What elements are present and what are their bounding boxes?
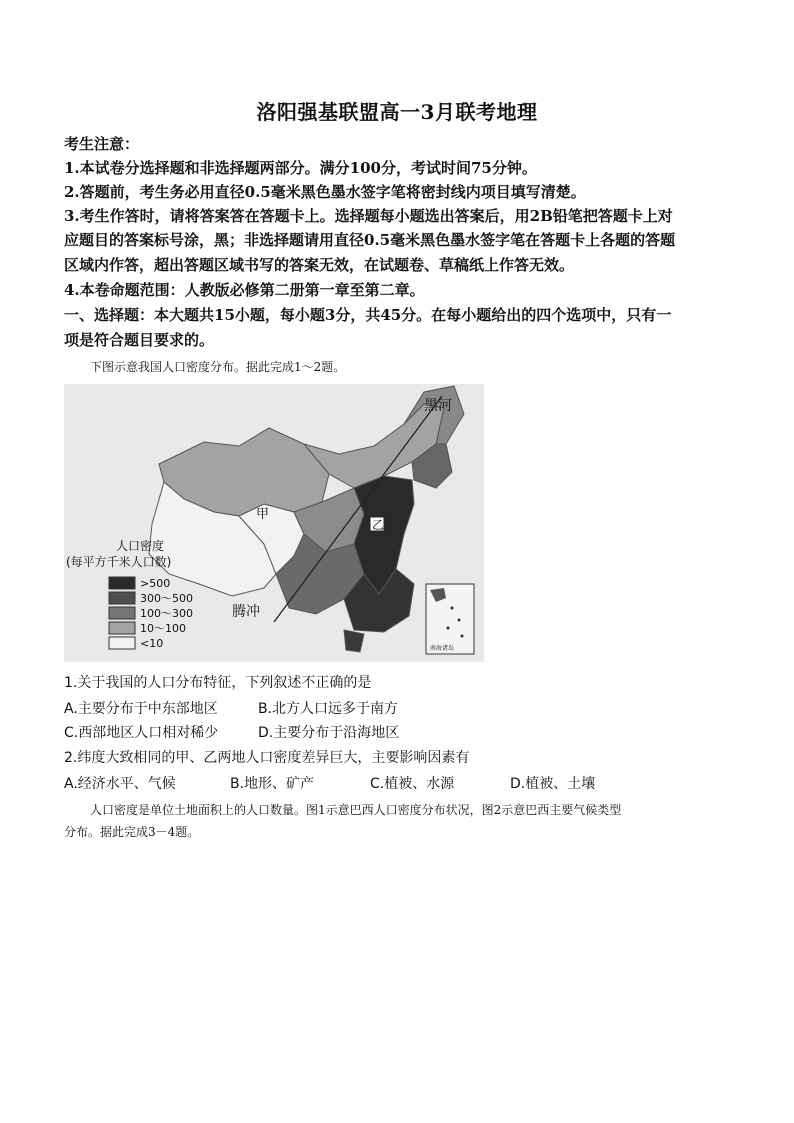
legend-label-4: 10～100: [140, 622, 186, 635]
notice-item-4: 4.本卷命题范围：人教版必修第二册第一章至第二章。: [64, 281, 425, 299]
label-jia: 甲: [256, 507, 270, 522]
brazil-intro-cont: 分布。据此完成3－4题。: [64, 825, 200, 839]
legend-swatch-5: [109, 637, 135, 649]
q2-stem: 2.纬度大致相同的甲、乙两地人口密度差异巨大，主要影响因素有: [64, 750, 470, 766]
q1-option-d[interactable]: D.主要分布于沿海地区: [258, 725, 400, 741]
q1-option-a[interactable]: A.主要分布于中东部地区: [64, 701, 218, 717]
q1-option-c[interactable]: C.西部地区人口相对稀少: [64, 725, 219, 741]
legend-subtitle: (每平方千米人口数): [66, 555, 172, 569]
map-intro: 下图示意我国人口密度分布。据此完成1～2题。: [90, 360, 346, 374]
population-density-map: [64, 384, 484, 662]
notice-heading: 考生注意：: [64, 135, 140, 153]
notice-item-3-cont: 应题目的答案标号涂，黑；非选择题请用直径0.5毫米黑色墨水签字笔在答题卡上各题的答题: [64, 231, 676, 249]
legend-label-2: 300～500: [140, 592, 193, 605]
q1-stem: 1.关于我国的人口分布特征，下列叙述不正确的是: [64, 675, 372, 691]
notice-item-3: 3.考生作答时，请将答案答在答题卡上。选择题每小题选出答案后，用2B铅笔把答题卡上对: [64, 207, 673, 225]
q2-option-d[interactable]: D.植被、土壤: [510, 776, 596, 792]
legend-label-1: >500: [140, 577, 171, 590]
inset-label: 南海诸岛: [430, 645, 455, 652]
notice-item-3-cont2: 区域内作答，超出答题区域书写的答案无效，在试题卷、草稿纸上作答无效。: [64, 256, 575, 274]
legend-swatch-3: [109, 607, 135, 619]
q2-option-a[interactable]: A.经济水平、气候: [64, 776, 176, 792]
label-heihe: 黑河: [424, 398, 452, 414]
label-yi: 乙: [372, 518, 385, 532]
region-hainan: [344, 630, 364, 652]
legend-title: 人口密度: [116, 539, 165, 553]
exam-title: 洛阳强基联盟高一3月联考地理: [256, 100, 538, 124]
label-tengchong: 腾冲: [232, 604, 260, 620]
q2-option-c[interactable]: C.植被、水源: [370, 776, 455, 792]
legend-label-5: <10: [140, 637, 164, 650]
notice-item-1: 1.本试卷分选择题和非选择题两部分。满分100分，考试时间75分钟。: [64, 159, 537, 177]
notice-item-2: 2.答题前，考生务必用直径0.5毫米黑色墨水签字笔将密封线内项目填写清楚。: [64, 183, 586, 201]
q2-option-b[interactable]: B.地形、矿产: [230, 776, 315, 792]
legend-swatch-2: [109, 592, 135, 604]
section-heading-cont: 项是符合题目要求的。: [64, 331, 215, 349]
section-heading: 一、选择题：本大题共15小题，每小题3分，共45分。在每小题给出的四个选项中，只有一: [64, 306, 672, 324]
q1-option-b[interactable]: B.北方人口远多于南方: [258, 701, 399, 717]
legend-swatch-1: [109, 577, 135, 589]
brazil-intro: 人口密度是单位土地面积上的人口数量。图1示意巴西人口密度分布状况，图2示意巴西主要气候类型: [90, 803, 622, 817]
legend-swatch-4: [109, 622, 135, 634]
legend-label-3: 100～300: [140, 607, 193, 620]
